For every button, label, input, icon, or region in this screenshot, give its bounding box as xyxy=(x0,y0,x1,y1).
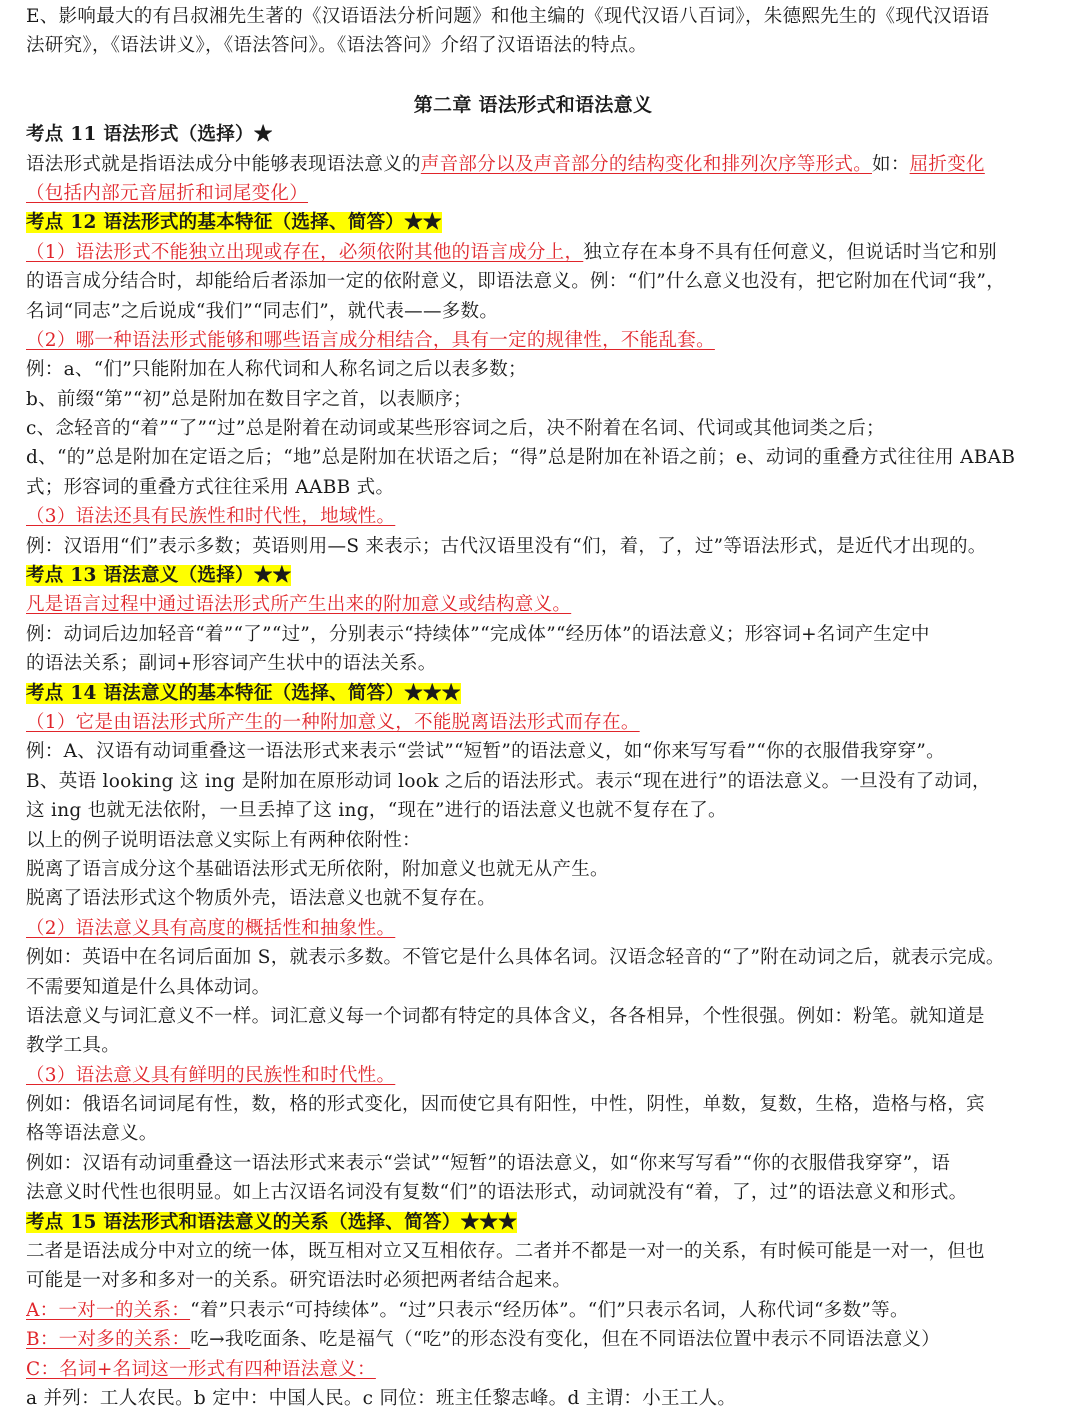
red-underlined-text: （1）语法形式不能独立出现或存在，必须依附其他的语言成分上， xyxy=(26,241,584,263)
text-line xyxy=(26,443,1040,472)
body-text: 格等语法意义。 xyxy=(26,1123,158,1145)
text-line xyxy=(26,708,1040,737)
body-text: 独立存在本身不具有任何意义，但说话时当它和别 xyxy=(583,241,997,263)
text-line xyxy=(26,414,1040,443)
document-page xyxy=(26,2,1040,1413)
text-line xyxy=(26,1325,1040,1354)
text-line xyxy=(26,355,1040,384)
text-line xyxy=(26,1384,1040,1413)
text-line xyxy=(26,385,1040,414)
text-line xyxy=(26,1149,1040,1178)
text-line xyxy=(26,796,1040,825)
text-line xyxy=(26,150,1040,179)
body-text: “着”只表示“可持续体”。“过”只表示“经历体”。“们”只表示名词，人称代词“多数”等。 xyxy=(190,1299,909,1321)
text-line xyxy=(26,1031,1040,1060)
body-text: 例：动词后边加轻音“着”“了”“过”，分别表示“持续体”“完成体”“经历体”的语法意义；形容词+名词产生定中 xyxy=(26,623,930,645)
body-text: 教学工具。 xyxy=(26,1035,121,1057)
body-text: 例如：汉语有动词重叠这一语法形式来表示“尝试”“短暂”的语法意义，如“你来写写看”“你的衣服借我穿穿”，语 xyxy=(26,1152,951,1174)
body-text: 脱离了语言成分这个基础语法形式无所依附，附加意义也就无从产生。 xyxy=(26,858,609,880)
body-text: 二者是语法成分中对立的统一体，既互相对立又互相依存。二者并不都是一对一的关系，有时候可能是一对一，但也 xyxy=(26,1241,985,1263)
body-text: c、念轻音的“着”“了”“过”总是附着在动词或某些形容词之后，决不附着在名词、代词或其他词类之后； xyxy=(26,418,885,440)
red-underlined-text: （3）语法意义具有鲜明的民族性和时代性。 xyxy=(26,1064,396,1086)
text-line xyxy=(26,532,1040,561)
body-text: 例如：俄语名词词尾有性，数，格的形式变化，因而使它具有阳性，中性，阴性，单数，复数，生格，造格与格，宾 xyxy=(26,1094,985,1116)
red-underlined-text: B：一对多的关系： xyxy=(26,1329,191,1351)
body-text: a 并列：工人农民。b 定中：中国人民。c 同位：班主任黎志峰。d 主谓：小王工人。 xyxy=(26,1387,737,1409)
body-text: 的语法关系；副词+形容词产生状中的语法关系。 xyxy=(26,653,437,675)
body-text: 法意义时代性也很明显。如上古汉语名词没有复数“们”的语法形式，动词就没有“着，了，过”的语法意义和形式。 xyxy=(26,1182,968,1204)
body-text: b、前缀“第”“初”总是附加在数目字之首，以表顺序； xyxy=(26,388,472,410)
red-underlined-text: C：名词+名词这一形式有四种语法意义： xyxy=(26,1358,376,1380)
body-text: E、影响最大的有吕叔湘先生著的《汉语语法分析问题》和他主编的《现代汉语八百词》，朱德熙先生的《现代汉语语 xyxy=(26,6,990,27)
red-underlined-text: 凡是语言过程中通过语法形式所产生出来的附加意义或结构意义。 xyxy=(26,594,572,616)
body-text: B、英语 looking 这 ing 是附加在原形动词 look 之后的语法形式。表示“现在进行”的语法意义。一旦没有了动词， xyxy=(26,770,991,792)
text-line xyxy=(26,914,1040,943)
red-underlined-text: A：一对一的关系： xyxy=(26,1299,191,1321)
text-line xyxy=(26,502,1040,531)
body-text: 不需要知道是什么具体动词。 xyxy=(26,976,271,998)
body-text: 以上的例子说明语法意义实际上有两种依附性： xyxy=(26,829,421,851)
highlighted-heading-text: 考点 13 语法意义（选择）★★ xyxy=(26,565,292,587)
highlighted-heading-text: 考点 15 语法形式和语法意义的关系（选择、简答）★★★ xyxy=(26,1211,518,1233)
red-underlined-text: 屈折变化 xyxy=(909,153,985,175)
text-line xyxy=(26,1355,1040,1384)
text-line xyxy=(26,31,1040,60)
body-text: 的语言成分结合时，却能给后者添加一定的依附意义，即语法意义。例：“们”什么意义也没有，把它附加在代词“我”， xyxy=(26,271,1006,293)
text-line xyxy=(26,2,1040,31)
text-line xyxy=(26,267,1040,296)
text-line xyxy=(26,238,1040,267)
text-line xyxy=(26,1237,1040,1266)
body-text: 语法意义与词汇意义不一样。词汇意义每一个词都有特定的具体含义，各各相异，个性很强。例如：粉笔。就知道是 xyxy=(26,1005,985,1027)
section-heading xyxy=(26,208,1040,237)
text-line xyxy=(26,767,1040,796)
body-text: 语法形式就是指语法成分中能够表现语法意义的 xyxy=(26,153,421,175)
body-text: 可能是一对多和多对一的关系。研究语法时必须把两者结合起来。 xyxy=(26,1270,572,1292)
text-line xyxy=(26,1266,1040,1295)
body-text: 这 ing 也就无法依附，一旦丢掉了这 ing，“现在”进行的语法意义也就不复存在了。 xyxy=(26,800,727,822)
text-line xyxy=(26,473,1040,502)
text-line xyxy=(26,1002,1040,1031)
red-underlined-text: （2）哪一种语法形式能够和哪些语言成分相结合，具有一定的规律性，不能乱套。 xyxy=(26,329,715,351)
section-heading xyxy=(26,679,1040,708)
text-line xyxy=(26,297,1040,326)
body-text: 名词“同志”之后说成“我们”“同志们”，就代表——多数。 xyxy=(26,300,499,322)
body-text: 脱离了语法形式这个物质外壳，语法意义也就不复存在。 xyxy=(26,888,497,910)
red-underlined-text: （包括内部元音屈折和词尾变化） xyxy=(26,182,309,204)
text-line xyxy=(26,826,1040,855)
blank-line xyxy=(26,61,1040,91)
text-line xyxy=(26,1296,1040,1325)
chapter-title xyxy=(26,91,1040,120)
heading-text: 考点 11 语法形式（选择）★ xyxy=(26,124,273,146)
red-underlined-text: （1）它是由语法形式所产生的一种附加意义，不能脱离语法形式而存在。 xyxy=(26,711,640,733)
text-line xyxy=(26,943,1040,972)
body-text: 例：A、汉语有动词重叠这一语法形式来表示“尝试”“短暂”的语法意义，如“你来写写看”“你的衣服借我穿穿”。 xyxy=(26,741,945,763)
red-underlined-text: （2）语法意义具有高度的概括性和抽象性。 xyxy=(26,917,396,939)
section-heading xyxy=(26,1208,1040,1237)
highlighted-heading-text: 考点 12 语法形式的基本特征（选择、简答）★★ xyxy=(26,212,442,234)
body-text: 例：汉语用“们”表示多数；英语则用—S 来表示；古代汉语里没有“们，着，了，过”等语法形式，是近代才出现的。 xyxy=(26,535,987,557)
text-line xyxy=(26,326,1040,355)
section-heading xyxy=(26,561,1040,590)
text-line xyxy=(26,649,1040,678)
text-line xyxy=(26,1061,1040,1090)
section-heading xyxy=(26,120,1040,149)
red-underlined-text: 声音部分以及声音部分的结构变化和排列次序等形式。 xyxy=(420,153,873,175)
highlighted-heading-text: 考点 14 语法意义的基本特征（选择、简答）★★★ xyxy=(26,682,461,704)
red-underlined-text: （3）语法还具有民族性和时代性，地域性。 xyxy=(26,506,396,528)
text-line xyxy=(26,590,1040,619)
text-line xyxy=(26,179,1040,208)
body-text: 例如：英语中在名词后面加 S，就表示多数。不管它是什么具体名词。汉语念轻音的“了”附在动词之后，就表示完成。 xyxy=(26,947,1005,969)
body-text: 如： xyxy=(872,153,910,175)
body-text: 式；形容词的重叠方式往往采用 AABB 式。 xyxy=(26,476,395,498)
body-text: 第二章 语法形式和语法意义 xyxy=(413,93,653,116)
body-text: 法研究》，《语法讲义》，《语法答问》。《语法答问》介绍了汉语语法的特点。 xyxy=(26,35,648,57)
text-line xyxy=(26,1090,1040,1119)
body-text: 例：a、“们”只能附加在人称代词和人称名词之后以表多数； xyxy=(26,359,527,381)
text-line xyxy=(26,620,1040,649)
text-line xyxy=(26,855,1040,884)
body-text: d、“的”总是附加在定语之后；“地”总是附加在状语之后；“得”总是附加在补语之前；e、动词的重叠方式往往用 ABAB xyxy=(26,447,1016,469)
text-line xyxy=(26,1119,1040,1148)
text-line xyxy=(26,973,1040,1002)
text-line xyxy=(26,1178,1040,1207)
body-text: 吃→我吃面条、吃是福气（“吃”的形态没有变化，但在不同语法位置中表示不同语法意义） xyxy=(190,1329,941,1351)
text-line xyxy=(26,737,1040,766)
text-line xyxy=(26,884,1040,913)
